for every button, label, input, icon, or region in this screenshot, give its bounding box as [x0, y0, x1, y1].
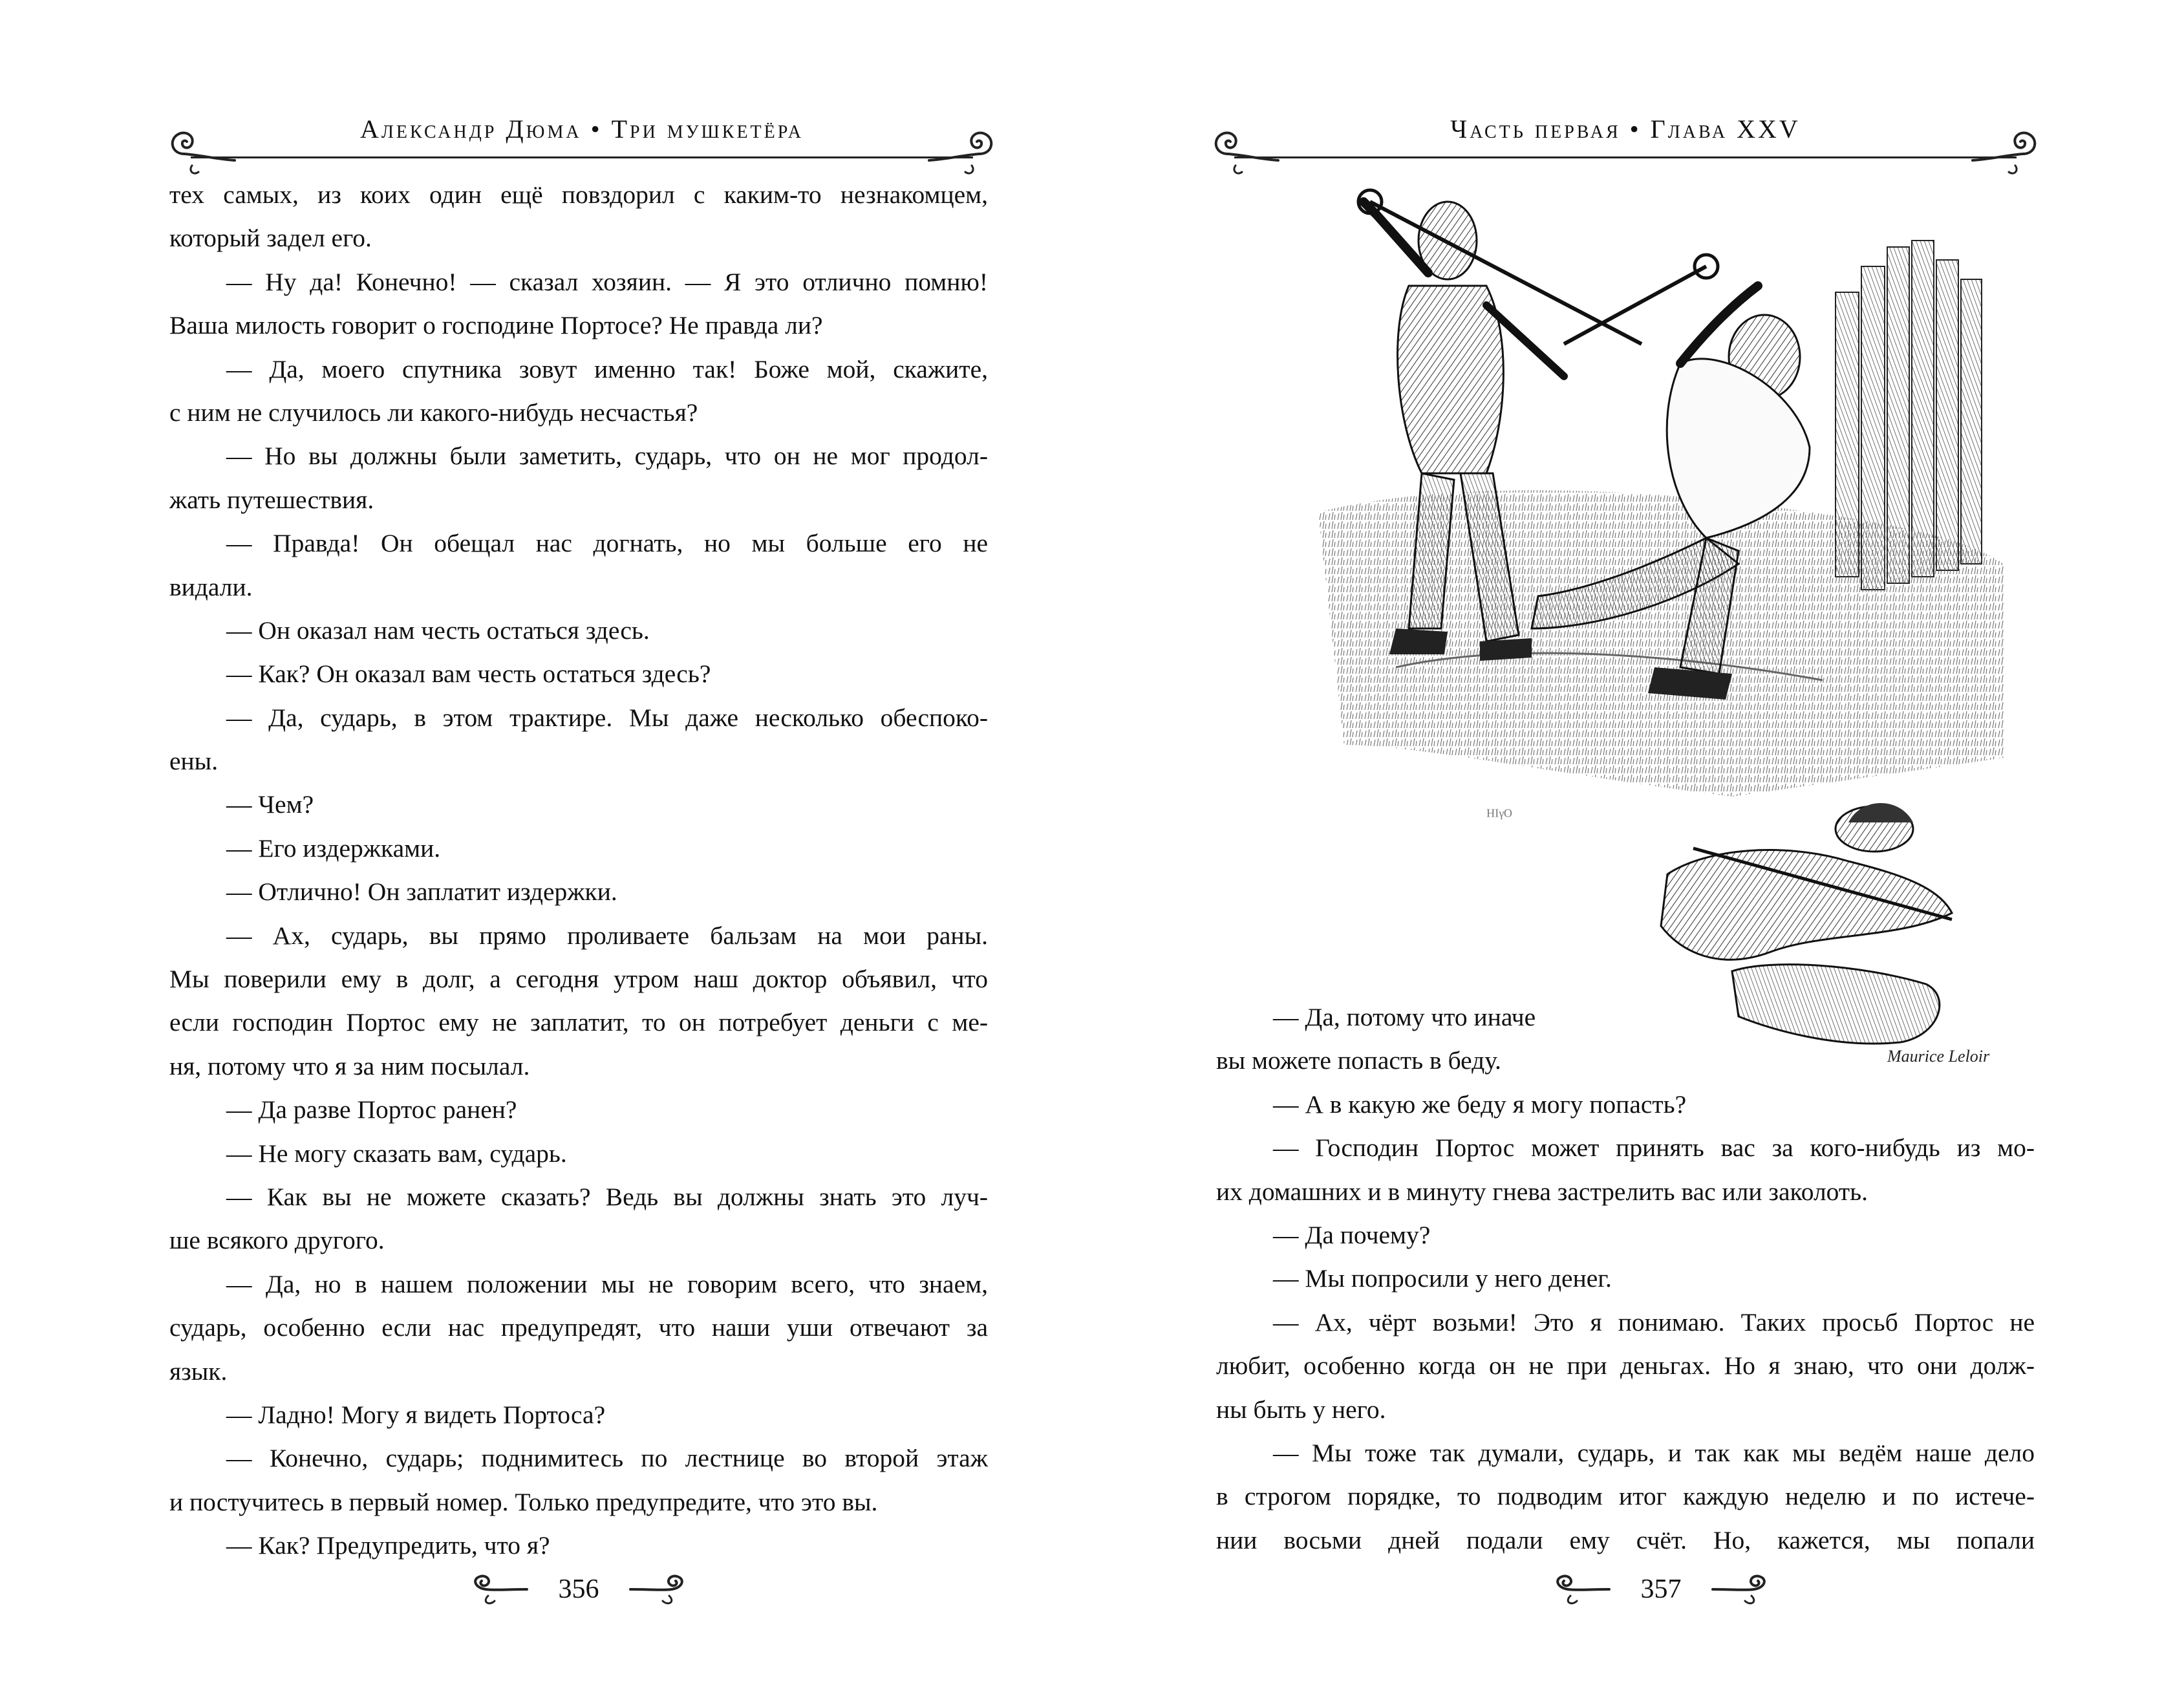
- text-line: и постучитесь в первый номер. Только предупредите, что это вы.: [169, 1487, 878, 1516]
- text-line: ны быть у него.: [1216, 1395, 1386, 1424]
- text-line: который задел его.: [169, 224, 372, 253]
- text-line: — Ах, сударь, вы прямо проливаете бальзам на мои раны.: [226, 921, 988, 950]
- text-line: Ваша милость говорит о господине Портосе? Не правда ли?: [169, 311, 823, 340]
- text-line: нии восьми дней подали ему счёт. Но, кажется, мы попали: [1216, 1525, 2035, 1554]
- text-line: язык.: [169, 1357, 228, 1386]
- right-page: [1092, 0, 2184, 1696]
- text-line: — Да, моего спутника зовут именно так! Боже мой, скажите,: [226, 354, 988, 383]
- body-text: [169, 173, 988, 1568]
- text-line: — Но вы должны были заметить, сударь, что он не мог продол-: [226, 442, 988, 471]
- text-line: тех самых, из коих один ещё повздорил с каким-то незнакомцем,: [169, 180, 988, 209]
- swirl-ornament-icon: [928, 109, 999, 180]
- text-line: ше всякого другого.: [169, 1226, 385, 1255]
- text-line: — Да разве Портос ранен?: [226, 1095, 517, 1124]
- text-line: — Он оказал нам честь остаться здесь.: [226, 616, 650, 645]
- text-line: если господин Портос ему не заплатит, то он потребует деньги с ме-: [169, 1008, 988, 1037]
- text-line: — Правда! Он обещал нас догнать, но мы больше его не: [226, 529, 988, 558]
- text-line: сударь, особенно если нас предупредят, что наши уши отвечают за: [169, 1313, 988, 1342]
- text-line: — А в какую же беду я могу попасть?: [1273, 1090, 1687, 1119]
- artist-signature: Maurice Leloir: [1887, 1047, 1990, 1066]
- text-line: ены.: [169, 747, 219, 776]
- text-line: — Ладно! Могу я видеть Портоса?: [226, 1400, 606, 1429]
- swirl-ornament-icon: [1971, 109, 2042, 180]
- text-line: — Как? Он оказал вам честь остаться здесь?: [226, 660, 711, 689]
- page-number: 357: [1640, 1574, 1682, 1604]
- text-line: — Конечно, сударь; поднимитесь по лестнице во второй этаж: [226, 1444, 988, 1473]
- text-line: Мы поверили ему в долг, а сегодня утром наш доктор объявил, что: [169, 965, 988, 994]
- header-title: Александр Дюма • Три мушкетёра: [360, 114, 804, 144]
- text-line: — Ах, чёрт возьми! Это я понимаю. Таких просьб Портос не: [1273, 1307, 2035, 1336]
- running-header: [165, 109, 999, 180]
- text-line: — Да почему?: [1273, 1220, 1431, 1249]
- text-line: ня, потому что я за ним посылал.: [169, 1051, 530, 1080]
- header-rule: [191, 156, 973, 158]
- folio-ornament-icon: [624, 1570, 695, 1609]
- plate-mark: ᴴᴵᵞᴼ: [1486, 806, 1512, 827]
- text-line: жать путешествия.: [169, 485, 374, 514]
- page-number-block: [1532, 1565, 1790, 1623]
- text-line: — Как вы не можете сказать? Ведь вы должны знать это луч-: [226, 1182, 988, 1211]
- body-text: [1216, 1083, 2035, 1562]
- folio-ornament-icon: [1706, 1570, 1777, 1609]
- text-line: — Господин Портос может принять вас за кого-нибудь из мо-: [1273, 1133, 2035, 1163]
- text-line: — Да, но в нашем положении мы не говорим всего, что знаем,: [226, 1269, 988, 1298]
- running-header: [1208, 109, 2042, 180]
- text-line: — Его издержками.: [226, 833, 441, 863]
- text-line: — Да, сударь, в этом трактире. Мы даже несколько обеспоко-: [226, 703, 988, 732]
- page-number: 356: [558, 1574, 599, 1604]
- text-line: их домашних и в минуту гнева застрелить вас или заколоть.: [1216, 1177, 1868, 1206]
- text-line: — Ну да! Конечно! — сказал хозяин. — Я это отлично помню!: [226, 267, 988, 296]
- text-line: — Как? Предупредить, что я?: [226, 1531, 550, 1560]
- duel-illustration: [1318, 176, 2004, 1081]
- text-line: вы можете попасть в беду.: [1216, 1046, 1501, 1075]
- text-line: любит, особенно когда он не при деньгах. Но я знаю, что они долж-: [1216, 1351, 2035, 1380]
- discarded-clothes: [1661, 803, 1952, 1044]
- text-line: — Мы тоже так думали, сударь, и так как мы ведём наше дело: [1273, 1438, 2035, 1467]
- page-number-block: [449, 1565, 708, 1623]
- text-line: — Отлично! Он заплатит издержки.: [226, 877, 617, 907]
- text-line: с ним не случилось ли какого-нибудь несчастья?: [169, 398, 698, 427]
- text-line: — Не могу сказать вам, сударь.: [226, 1139, 567, 1168]
- header-title: Часть первая • Глава XXV: [1450, 114, 1801, 144]
- text-line: — Мы попросили у него денег.: [1273, 1264, 1612, 1293]
- text-line: — Да, потому что иначе: [1273, 1003, 1536, 1031]
- header-rule: [1234, 156, 2017, 158]
- text-line: — Чем?: [226, 790, 314, 819]
- text-line: в строгом порядке, то подводим итог каждую неделю и по истече-: [1216, 1482, 2035, 1511]
- text-line: видали.: [169, 572, 253, 601]
- body-text-wrap: [1216, 996, 1578, 1083]
